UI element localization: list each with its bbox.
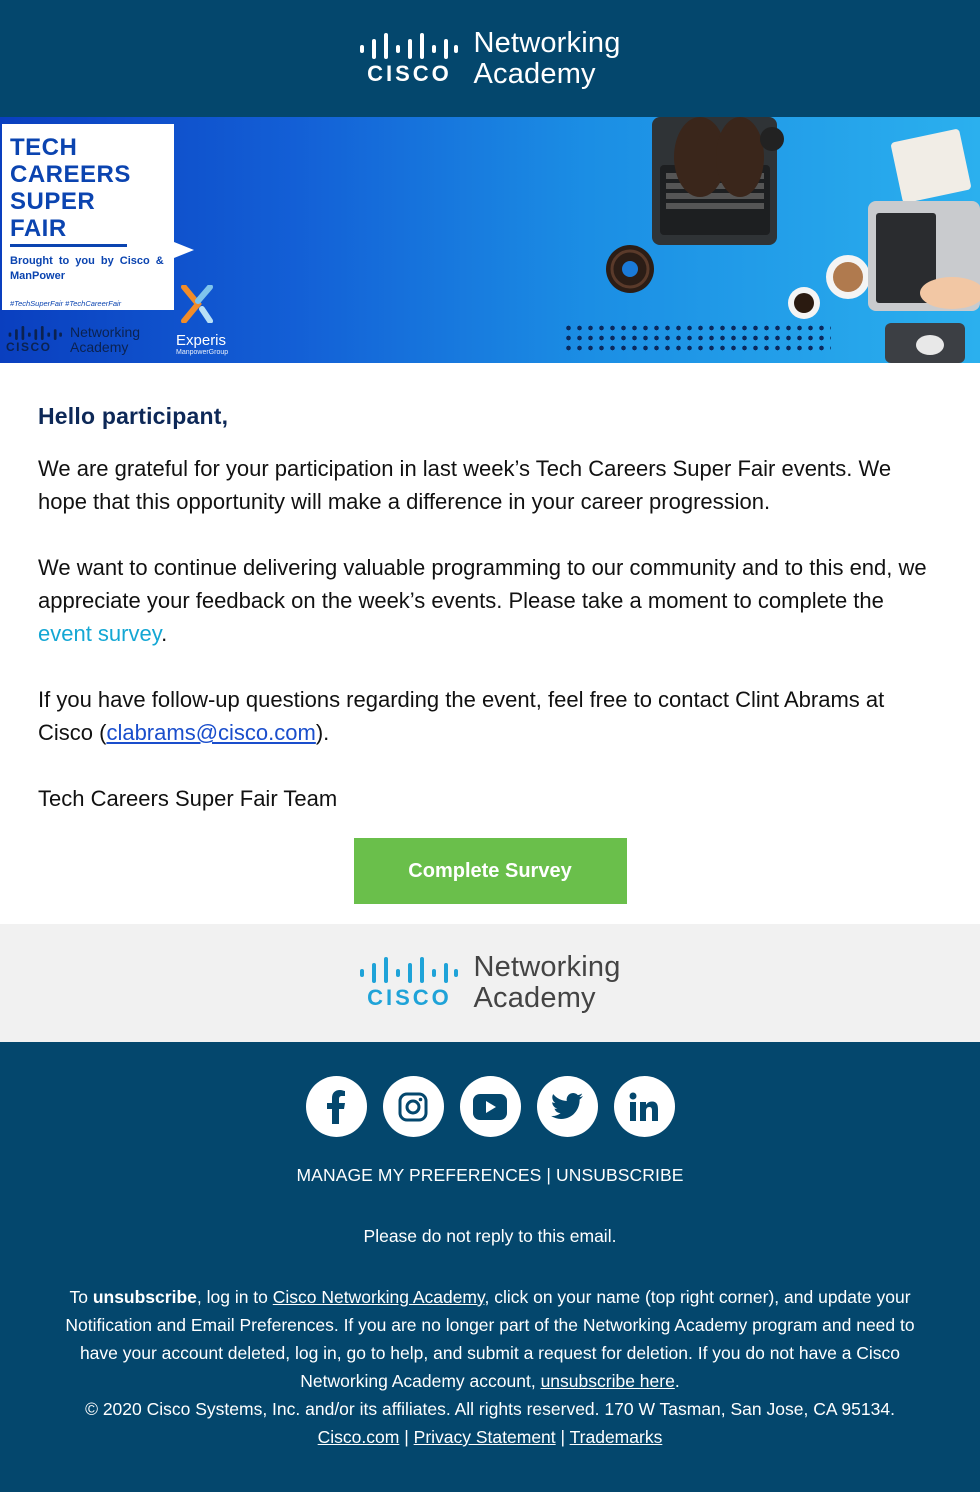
cisco-com-link[interactable]: Cisco.com [317, 1427, 400, 1447]
greeting: Hello participant, [38, 403, 229, 429]
banner-title-card [2, 124, 174, 310]
paragraph-contact [38, 683, 942, 749]
footer-logo-band [0, 924, 980, 1042]
email-header [0, 0, 980, 117]
desk-workspace-illustration [600, 117, 980, 363]
trademarks-link[interactable]: Trademarks [569, 1427, 663, 1447]
legal-text-part: , log in to [196, 1287, 273, 1307]
legal-text-part: , click on your name (top right corner), and update your Notification and Email Preferences. If you are no longer part of the Networking Academy program and need to have your account deleted, log in, go to help, and submit a request for deletion. If you do not have a Cisco Networking Academy account, [65, 1287, 915, 1391]
banner-hashtags: #TechSuperFair #TechCareerFair [10, 299, 122, 308]
instagram-icon[interactable] [383, 1076, 444, 1137]
link-separator: | [404, 1427, 409, 1447]
cisco-wordmark: CISCO [6, 340, 52, 354]
signature: Tech Careers Super Fair Team [38, 786, 338, 811]
social-links [0, 1076, 980, 1137]
contact-email-link[interactable]: clabrams@cisco.com [106, 720, 316, 745]
cisco-bars-icon [359, 33, 459, 85]
link-separator: | [546, 1165, 552, 1185]
cisco-networking-academy-logo[interactable] [359, 952, 620, 1014]
event-banner[interactable] [0, 117, 980, 363]
no-reply-notice: Please do not reply to this email. [363, 1226, 617, 1246]
youtube-icon[interactable] [460, 1076, 521, 1137]
logo-line-networking: Networking [473, 26, 621, 59]
cisco-networking-academy-logo[interactable] [359, 28, 620, 90]
privacy-statement-link[interactable]: Privacy Statement [413, 1427, 556, 1447]
banner-cisco-logo [6, 325, 140, 355]
paragraph-survey-end: . [161, 621, 168, 646]
linkedin-icon[interactable] [614, 1076, 675, 1137]
paragraph-contact-text: If you have follow-up questions regarding the event, feel free to contact Clint Abrams at Cisco ( [38, 687, 885, 745]
banner-title-line: TECH [10, 134, 78, 161]
experis-x-icon [176, 285, 216, 323]
experis-logo [176, 285, 228, 356]
preferences-row [0, 1165, 980, 1186]
banner-brought-by: Brought to you by Cisco & ManPower [10, 255, 164, 282]
banner-title-underline [10, 244, 127, 247]
twitter-icon[interactable] [537, 1076, 598, 1137]
email-body [0, 363, 980, 924]
paragraph-survey [38, 551, 942, 650]
paragraph-survey-text: We want to continue delivering valuable programming to our community and to this end, we appreciate your feedback on the week’s events. Please take a moment to complete the [38, 555, 927, 613]
legal-text-part: To [69, 1287, 93, 1307]
event-survey-link[interactable]: event survey [38, 621, 162, 646]
unsubscribe-link[interactable]: UNSUBSCRIBE [555, 1165, 684, 1185]
cta-container [38, 838, 942, 924]
legal-text [50, 1283, 930, 1451]
logo-line-academy: Academy [473, 57, 596, 90]
logo-line-networking: Networking [70, 324, 141, 340]
facebook-icon[interactable] [306, 1076, 367, 1137]
cisco-bars-icon [6, 326, 64, 340]
logo-line-academy: Academy [473, 982, 596, 1014]
copyright: © 2020 Cisco Systems, Inc. and/or its affiliates. All rights reserved. 170 W Tasman, San Jose, CA 95134. [85, 1399, 895, 1419]
complete-survey-button[interactable]: Complete Survey [354, 838, 627, 904]
experis-sub: ManpowerGroup [176, 349, 229, 356]
logo-line-networking: Networking [473, 951, 621, 983]
paragraph-contact-end: ). [315, 720, 330, 745]
banner-title-line: CAREERS [10, 161, 131, 188]
paragraph-thanks: We are grateful for your participation in last week’s Tech Careers Super Fair events. We hope that this opportunity will make a difference in your career progression. [38, 456, 892, 514]
link-separator: | [560, 1427, 566, 1447]
unsubscribe-here-link[interactable]: unsubscribe here [540, 1371, 675, 1391]
cisco-wordmark: CISCO [367, 60, 452, 86]
logo-line-academy: Academy [70, 339, 129, 355]
cisco-bars-icon [359, 957, 459, 1009]
banner-title-line: SUPER [10, 188, 96, 215]
legal-text-part: . [674, 1371, 680, 1391]
experis-name: Experis [176, 332, 227, 349]
manage-preferences-link[interactable]: MANAGE MY PREFERENCES [296, 1165, 542, 1185]
cisco-wordmark: CISCO [367, 985, 452, 1010]
banner-title-line: FAIR [10, 215, 67, 242]
cisco-networking-academy-link[interactable]: Cisco Networking Academy [272, 1287, 485, 1307]
legal-unsubscribe-bold: unsubscribe [92, 1287, 197, 1307]
banner-pointer-arrow [174, 242, 194, 258]
email-footer [0, 1042, 980, 1492]
